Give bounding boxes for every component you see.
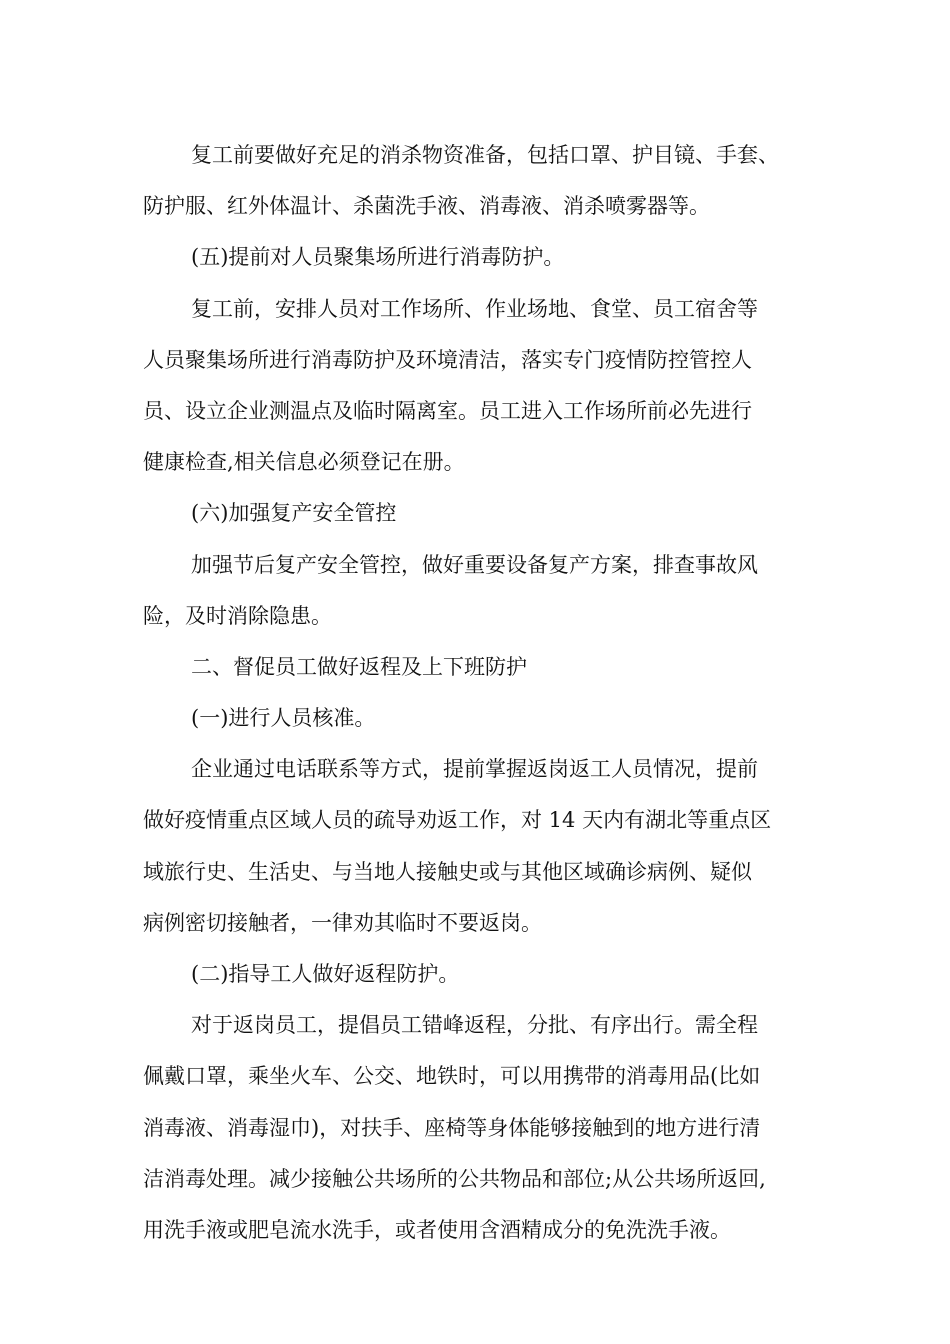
section-heading: (二)指导工人做好返程防护。 xyxy=(191,962,460,986)
text-line: 做好疫情重点区域人员的疏导劝返工作，对 14 天内有湖北等重点区 xyxy=(143,808,772,833)
text-line: 用洗手液或肥皂流水洗手，或者使用含酒精成分的免洗洗手液。 xyxy=(143,1217,731,1242)
text-line: 洁消毒处理。减少接触公共场所的公共物品和部位;从公共场所返回, xyxy=(143,1166,766,1191)
text-line: 病例密切接触者，一律劝其临时不要返岗。 xyxy=(143,910,542,935)
text-line: 复工前要做好充足的消杀物资准备，包括口罩、护目镜、手套、 xyxy=(191,143,779,167)
section-heading: (六)加强复产安全管控 xyxy=(191,501,397,526)
text-line: 险，及时消除隐患。 xyxy=(143,603,332,628)
text-line: 消毒液、消毒湿巾)，对扶手、座椅等身体能够接触到的地方进行清 xyxy=(143,1115,761,1140)
text-line: 防护服、红外体温计、杀菌洗手液、消毒液、消杀喷雾器等。 xyxy=(143,194,710,219)
chapter-heading: 二、督促员工做好返程及上下班防护 xyxy=(191,654,527,679)
section-heading: (五)提前对人员聚集场所进行消毒防护。 xyxy=(191,245,565,270)
text-line: 健康检查,相关信息必须登记在册。 xyxy=(143,450,465,475)
text-line: 对于返岗员工，提倡员工错峰返程，分批、有序出行。需全程 xyxy=(191,1013,758,1038)
text-line: 员、设立企业测温点及临时隔离室。员工进入工作场所前必先进行 xyxy=(143,398,752,423)
text-line: 域旅行史、生活史、与当地人接触史或与其他区域确诊病例、疑似 xyxy=(143,859,752,884)
text-line: 加强节后复产安全管控，做好重要设备复产方案，排查事故风 xyxy=(191,552,758,577)
document-body xyxy=(143,130,833,1256)
text-line: 佩戴口罩，乘坐火车、公交、地铁时，可以用携带的消毒用品(比如 xyxy=(143,1064,761,1089)
section-heading: (一)进行人员核准。 xyxy=(191,706,376,731)
text-line: 复工前，安排人员对工作场所、作业场地、食堂、员工宿舍等 xyxy=(191,296,758,321)
text-line: 人员聚集场所进行消毒防护及环境清洁，落实专门疫情防控管控人 xyxy=(143,347,752,372)
text-line: 企业通过电话联系等方式，提前掌握返岗返工人员情况，提前 xyxy=(191,757,758,782)
